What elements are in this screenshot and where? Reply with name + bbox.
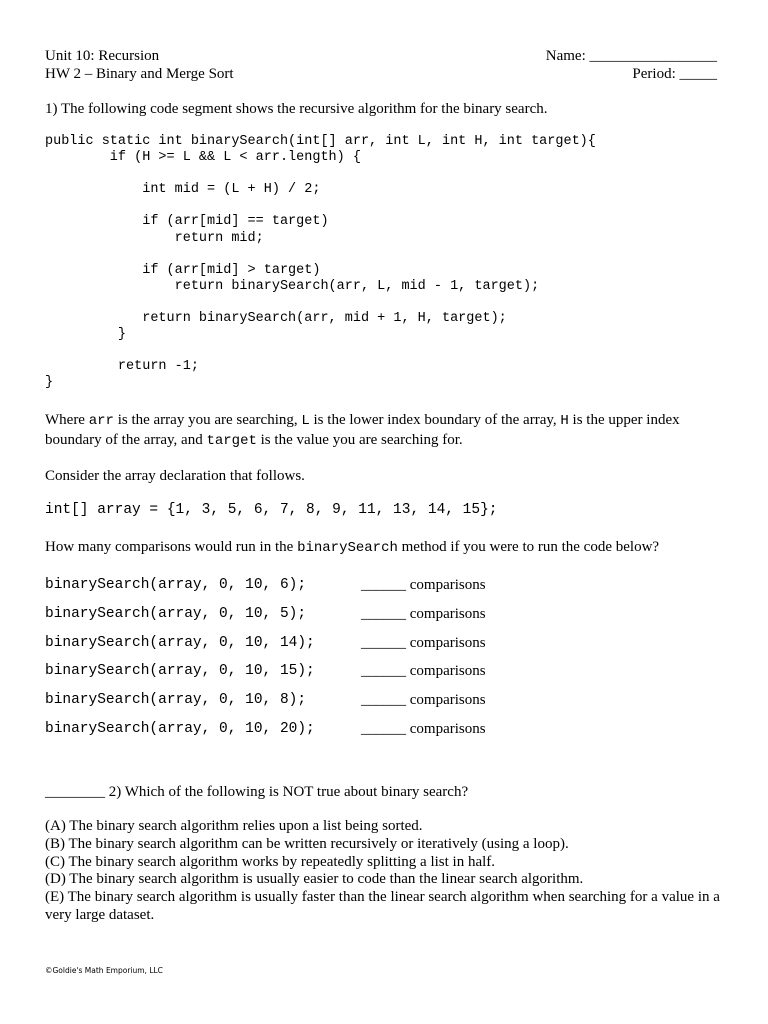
answer-blank: ______ comparisons <box>361 720 486 737</box>
explain-text: is the lower index boundary of the array, <box>309 412 561 428</box>
question-text: method if you were to run the code below? <box>397 539 660 555</box>
comparisons-question <box>45 538 659 558</box>
choice-c: (C) The binary search algorithm works by repeatedly splitting a list in half. <box>45 853 496 870</box>
code-line: } <box>45 327 127 343</box>
question-2-prompt: ________ 2) Which of the following is NOT true about binary search? <box>45 784 469 800</box>
answer-choices <box>45 818 720 925</box>
call-code: binarySearch(array, 0, 10, 6); <box>45 577 307 593</box>
answer-blank: ______ comparisons <box>361 577 486 593</box>
code-line: return binarySearch(arr, L, mid - 1, target); <box>45 278 540 294</box>
choice-e: (E) The binary search algorithm is usually faster than the linear search algorithm when searching for a value in a very large dataset. <box>45 889 720 923</box>
call-code: binarySearch(array, 0, 10, 14); <box>45 634 315 651</box>
period-field: Period: _____ <box>632 66 717 82</box>
call-code: binarySearch(array, 0, 10, 8); <box>45 692 307 709</box>
explain-text: Where <box>45 412 89 428</box>
code-line: if (arr[mid] == target) <box>45 214 329 230</box>
code-term-l: L <box>301 413 310 429</box>
code-line: } <box>45 375 54 391</box>
explain-text: is the value you are searching for. <box>256 432 463 448</box>
call-code: binarySearch(array, 0, 10, 5); <box>45 605 307 622</box>
code-term-h: H <box>560 413 569 429</box>
choice-b: (B) The binary search algorithm can be written recursively or iteratively (using a loop). <box>45 835 569 852</box>
question-text: How many comparisons would run in the <box>45 539 298 555</box>
code-block <box>45 134 596 392</box>
answer-blank: ______ comparisons <box>361 692 486 709</box>
answer-blank: ______ comparisons <box>361 663 486 680</box>
unit-title: Unit 10: Recursion <box>45 48 160 64</box>
code-line: return mid; <box>45 230 264 246</box>
code-term-target: target <box>206 433 257 449</box>
code-line: public static int binarySearch(int[] arr, int L, int H, int target){ <box>45 134 596 149</box>
explain-text: is the array you are searching, <box>113 412 302 428</box>
header-left <box>45 47 234 83</box>
code-line: int mid = (L + H) / 2; <box>45 182 321 198</box>
code-line: return binarySearch(arr, mid + 1, H, target); <box>45 311 507 327</box>
name-field: Name: _________________ <box>545 48 717 64</box>
code-line: return -1; <box>45 359 199 375</box>
code-line: if (arr[mid] > target) <box>45 262 321 278</box>
parameter-explanation <box>45 411 725 451</box>
homework-title: HW 2 – Binary and Merge Sort <box>45 66 234 82</box>
answer-blank: ______ comparisons <box>361 634 486 651</box>
array-declaration: int[] array = {1, 3, 5, 6, 7, 8, 9, 11, 13, 14, 15}; <box>45 502 498 518</box>
code-line: if (H >= L && L < arr.length) { <box>45 150 361 166</box>
question-1-prompt: 1) The following code segment shows the recursive algorithm for the binary search. <box>45 101 548 117</box>
method-name: binarySearch <box>297 540 398 556</box>
call-code: binarySearch(array, 0, 10, 20); <box>45 720 315 737</box>
code-term-arr: arr <box>88 413 114 429</box>
choice-a: (A) The binary search algorithm relies upon a list being sorted. <box>45 818 423 834</box>
consider-text: Consider the array declaration that follows. <box>45 468 305 484</box>
call-code: binarySearch(array, 0, 10, 15); <box>45 663 315 680</box>
header-right <box>546 47 717 83</box>
answer-blank: ______ comparisons <box>361 605 486 622</box>
choice-d: (D) The binary search algorithm is usually easier to code than the linear search algorithm. <box>45 871 584 888</box>
copyright-footer: ©Goldie's Math Emporium, LLC <box>45 966 163 975</box>
explain-text: is the upper index boundary of the array, and <box>45 412 680 448</box>
